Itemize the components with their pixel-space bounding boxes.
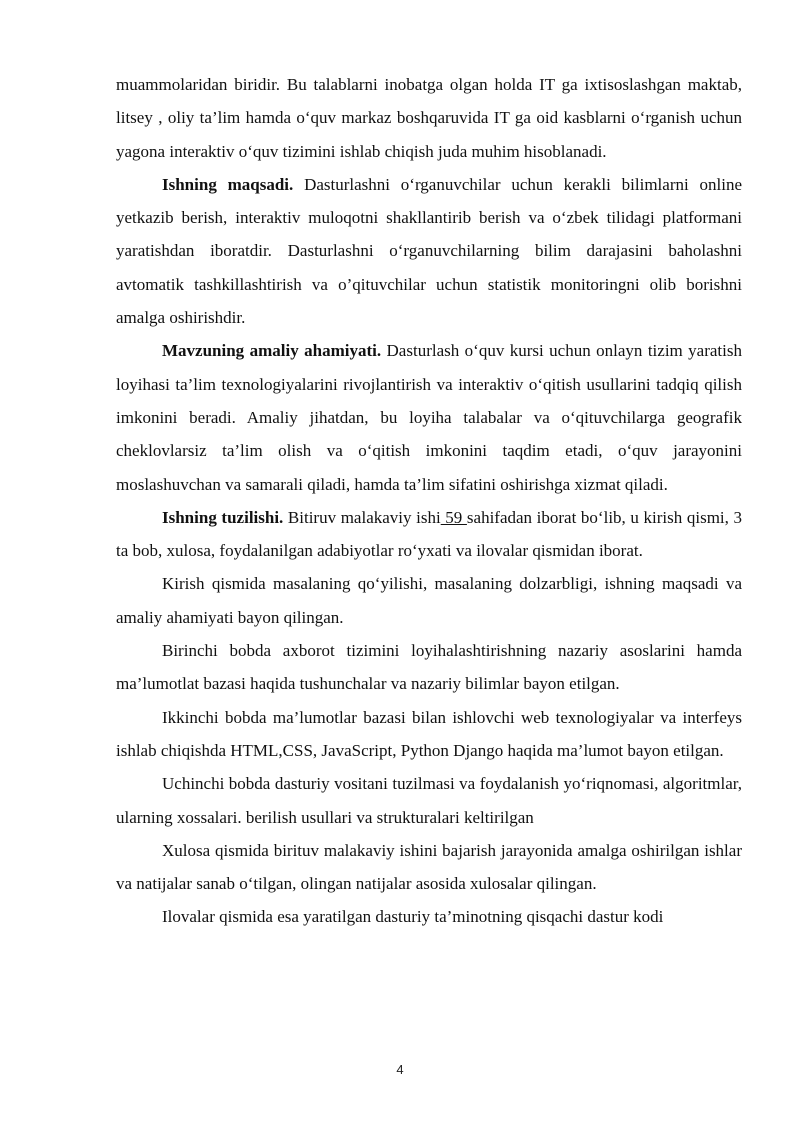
structure-heading: Ishning tuzilishi.: [162, 507, 284, 527]
structure-text-after: sahifadan iborat bo‘lib, u kirish qismi, 3 ta bob, xulosa, foydalanilgan adabiyotlar ro‘yxati va ilovalar qismidan iborat.: [116, 507, 742, 561]
significance-paragraph: [116, 334, 742, 500]
introduction-paragraph: Kirish qismida masalaning qo‘yilishi, masalaning dolzarbligi, ishning maqsadi va amaliy ahamiyati bayon qilingan.: [116, 574, 742, 627]
page-number: 4: [396, 1062, 404, 1077]
intro-paragraph: muammolaridan biridir. Bu talablarni inobatga olgan holda IT ga ixtisoslashgan maktab, litsey , oliy ta’lim hamda o‘quv markaz boshqaruvida IT ga oid kasblarni o‘rganish uchun yagona interaktiv o‘quv tizimini ishlab chiqish juda muhim hisoblanadi.: [116, 75, 742, 161]
appendix-paragraph: Ilovalar qismida esa yaratilgan dasturiy ta’minotning qisqachi dastur kodi: [162, 907, 664, 927]
chapter2-paragraph: Ikkinchi bobda ma’lumotlar bazasi bilan ishlovchi web texnologiyalar va interfeys ishlab chiqishda HTML,CSS, JavaScript, Python Django haqida ma’lumot bayon etilgan.: [116, 707, 742, 760]
significance-heading: Mavzuning amaliy ahamiyati.: [162, 341, 382, 361]
structure-text-before: Bitiruv malakaviy ishi: [283, 507, 441, 527]
body-text: [116, 68, 742, 934]
goal-text: Dasturlashni o‘rganuvchilar uchun kerakli bilimlarni online yetkazib berish, interaktiv muloqotni shakllantirib berish va o‘zbek tilidagi platformani yaratishdan iboratdir. Dasturlashni o‘rganuvchilarning bilim darajasini baholashni avtomatik tashkillashtirish va o’qituvchilar uchun statistik monitoringni olib borishni amalga oshirishdir.: [116, 174, 742, 328]
chapter3-paragraph: Uchinchi bobda dasturiy vositani tuzilmasi va foydalanish yo‘riqnomasi, algoritmlar, ularning xossalari. berilish usullari va strukturalari keltirilgan: [116, 774, 742, 827]
chapter1-paragraph: Birinchi bobda axborot tizimini loyihalashtirishning nazariy asoslarini hamda ma’lumotlat bazasi haqida tushunchalar va nazariy bilimlar bayon etilgan.: [116, 641, 742, 694]
goal-paragraph: [116, 168, 742, 334]
structure-page-count: 59: [440, 507, 467, 527]
conclusion-paragraph: Xulosa qismida birituv malakaviy ishini bajarish jarayonida amalga oshirilgan ishlar va natijalar sanab o‘tilgan, olingan natijalar asosida xulosalar qilingan.: [116, 840, 742, 894]
structure-paragraph: [116, 501, 742, 568]
significance-text: Dasturlash o‘quv kursi uchun onlayn tizim yaratish loyihasi ta’lim texnologiyalarini rivojlantirish va interaktiv o‘qitish usullarini tadqiq qilish imkonini beradi. Amaliy jihatdan, bu loyiha talabalar va o‘qituvchilarga geografik cheklovlarsiz ta’lim olish va o‘qitish imkonini taqdim etadi, o‘quv jarayonini moslashuvchan va samarali qiladi, hamda ta’lim sifatini oshirishga xizmat qiladi.: [116, 341, 742, 494]
goal-heading: Ishning maqsadi.: [162, 174, 294, 194]
